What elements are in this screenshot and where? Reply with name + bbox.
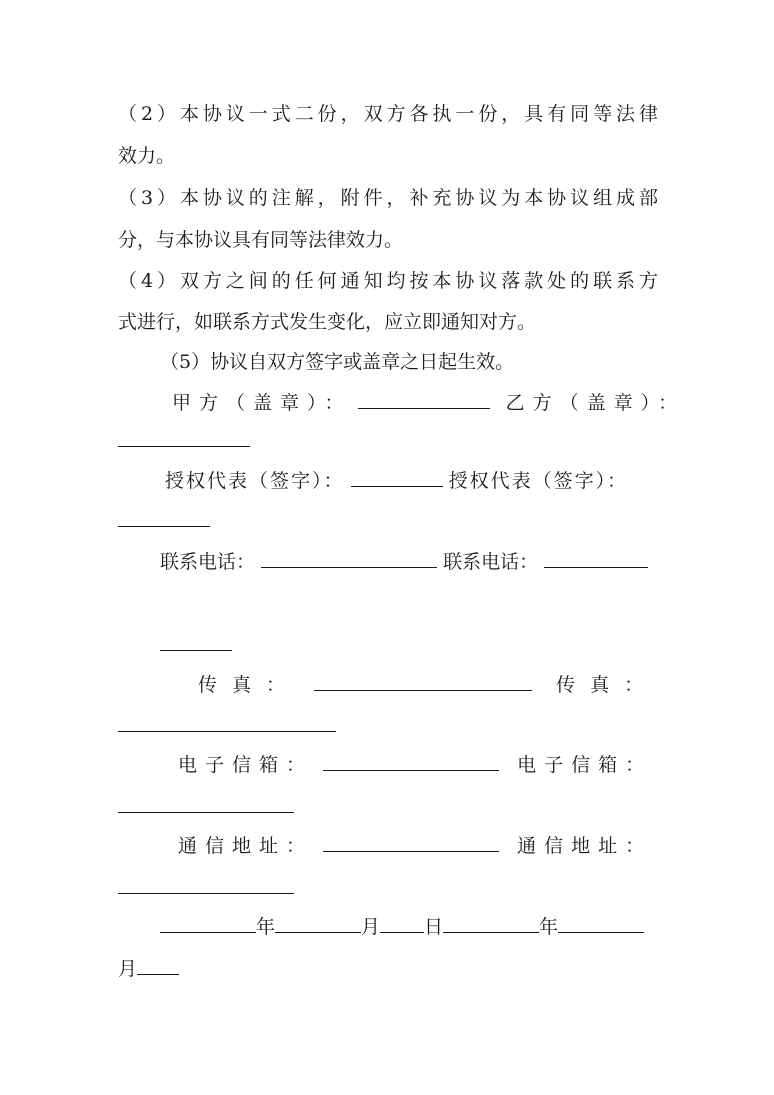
addr-a-label: 通信地址： xyxy=(178,835,314,857)
month-b-label: 月 xyxy=(118,958,138,980)
year-a-label: 年 xyxy=(256,916,276,938)
phone-row xyxy=(160,549,648,574)
party-a-seal-blank xyxy=(358,390,490,409)
phone-b-blank xyxy=(544,549,648,568)
month-b-blank-start xyxy=(558,914,644,933)
email-a-blank xyxy=(323,752,499,771)
date-row xyxy=(160,914,644,939)
day-a-label: 日 xyxy=(424,916,444,938)
email-b-label: 电子信箱： xyxy=(517,754,653,776)
phone-b-label: 联系电话： xyxy=(443,551,539,573)
rep-a-label: 授权代表（签字）： xyxy=(165,470,345,492)
email-b-blank xyxy=(118,794,294,813)
month-a-blank xyxy=(275,914,361,933)
phone-b-blank-continued xyxy=(160,632,232,651)
addr-b-blank xyxy=(118,875,294,894)
fax-a-label: 传真： xyxy=(198,674,301,696)
date-row-continued xyxy=(118,956,179,981)
email-row xyxy=(178,752,652,777)
party-b-seal-blank xyxy=(118,428,250,447)
clause-2-line-1: （2）本协议一式二份，双方各执一份，具有同等法律 xyxy=(118,103,658,125)
party-a-seal-label: 甲方（盖章）： xyxy=(172,392,352,414)
year-a-blank xyxy=(160,914,256,933)
day-a-blank xyxy=(380,914,424,933)
day-b-blank xyxy=(137,956,179,975)
year-b-blank xyxy=(443,914,539,933)
addr-b-label: 通信地址： xyxy=(517,835,653,857)
fax-b-label: 传真： xyxy=(556,674,659,696)
fax-row xyxy=(198,672,658,697)
party-b-seal-label: 乙方（盖章）： xyxy=(505,392,686,414)
clause-4-line-1: （4）双方之间的任何通知均按本协议落款处的联系方 xyxy=(118,270,658,292)
clause-3-line-1: （3）本协议的注解，附件，补充协议为本协议组成部 xyxy=(118,187,658,209)
fax-b-blank xyxy=(118,713,336,732)
phone-a-blank xyxy=(261,549,437,568)
party-a-seal-row xyxy=(172,390,685,415)
representative-row xyxy=(165,468,628,493)
clause-5: （5）协议自双方签字或盖章之日起生效。 xyxy=(160,351,515,373)
month-a-label: 月 xyxy=(361,916,381,938)
rep-a-blank xyxy=(351,468,443,487)
clause-2-line-2: 效力。 xyxy=(118,145,176,167)
year-b-label: 年 xyxy=(539,916,559,938)
rep-b-blank xyxy=(118,508,210,527)
email-a-label: 电子信箱： xyxy=(178,754,314,776)
addr-a-blank xyxy=(323,833,499,852)
fax-a-blank xyxy=(314,672,532,691)
clause-4-line-2: 式进行，如联系方式发生变化，应立即通知对方。 xyxy=(118,311,537,333)
phone-a-label: 联系电话： xyxy=(160,551,256,573)
clause-3-line-2: 分，与本协议具有同等法律效力。 xyxy=(118,229,404,251)
address-row xyxy=(178,833,652,858)
rep-b-label: 授权代表（签字）： xyxy=(448,470,629,492)
